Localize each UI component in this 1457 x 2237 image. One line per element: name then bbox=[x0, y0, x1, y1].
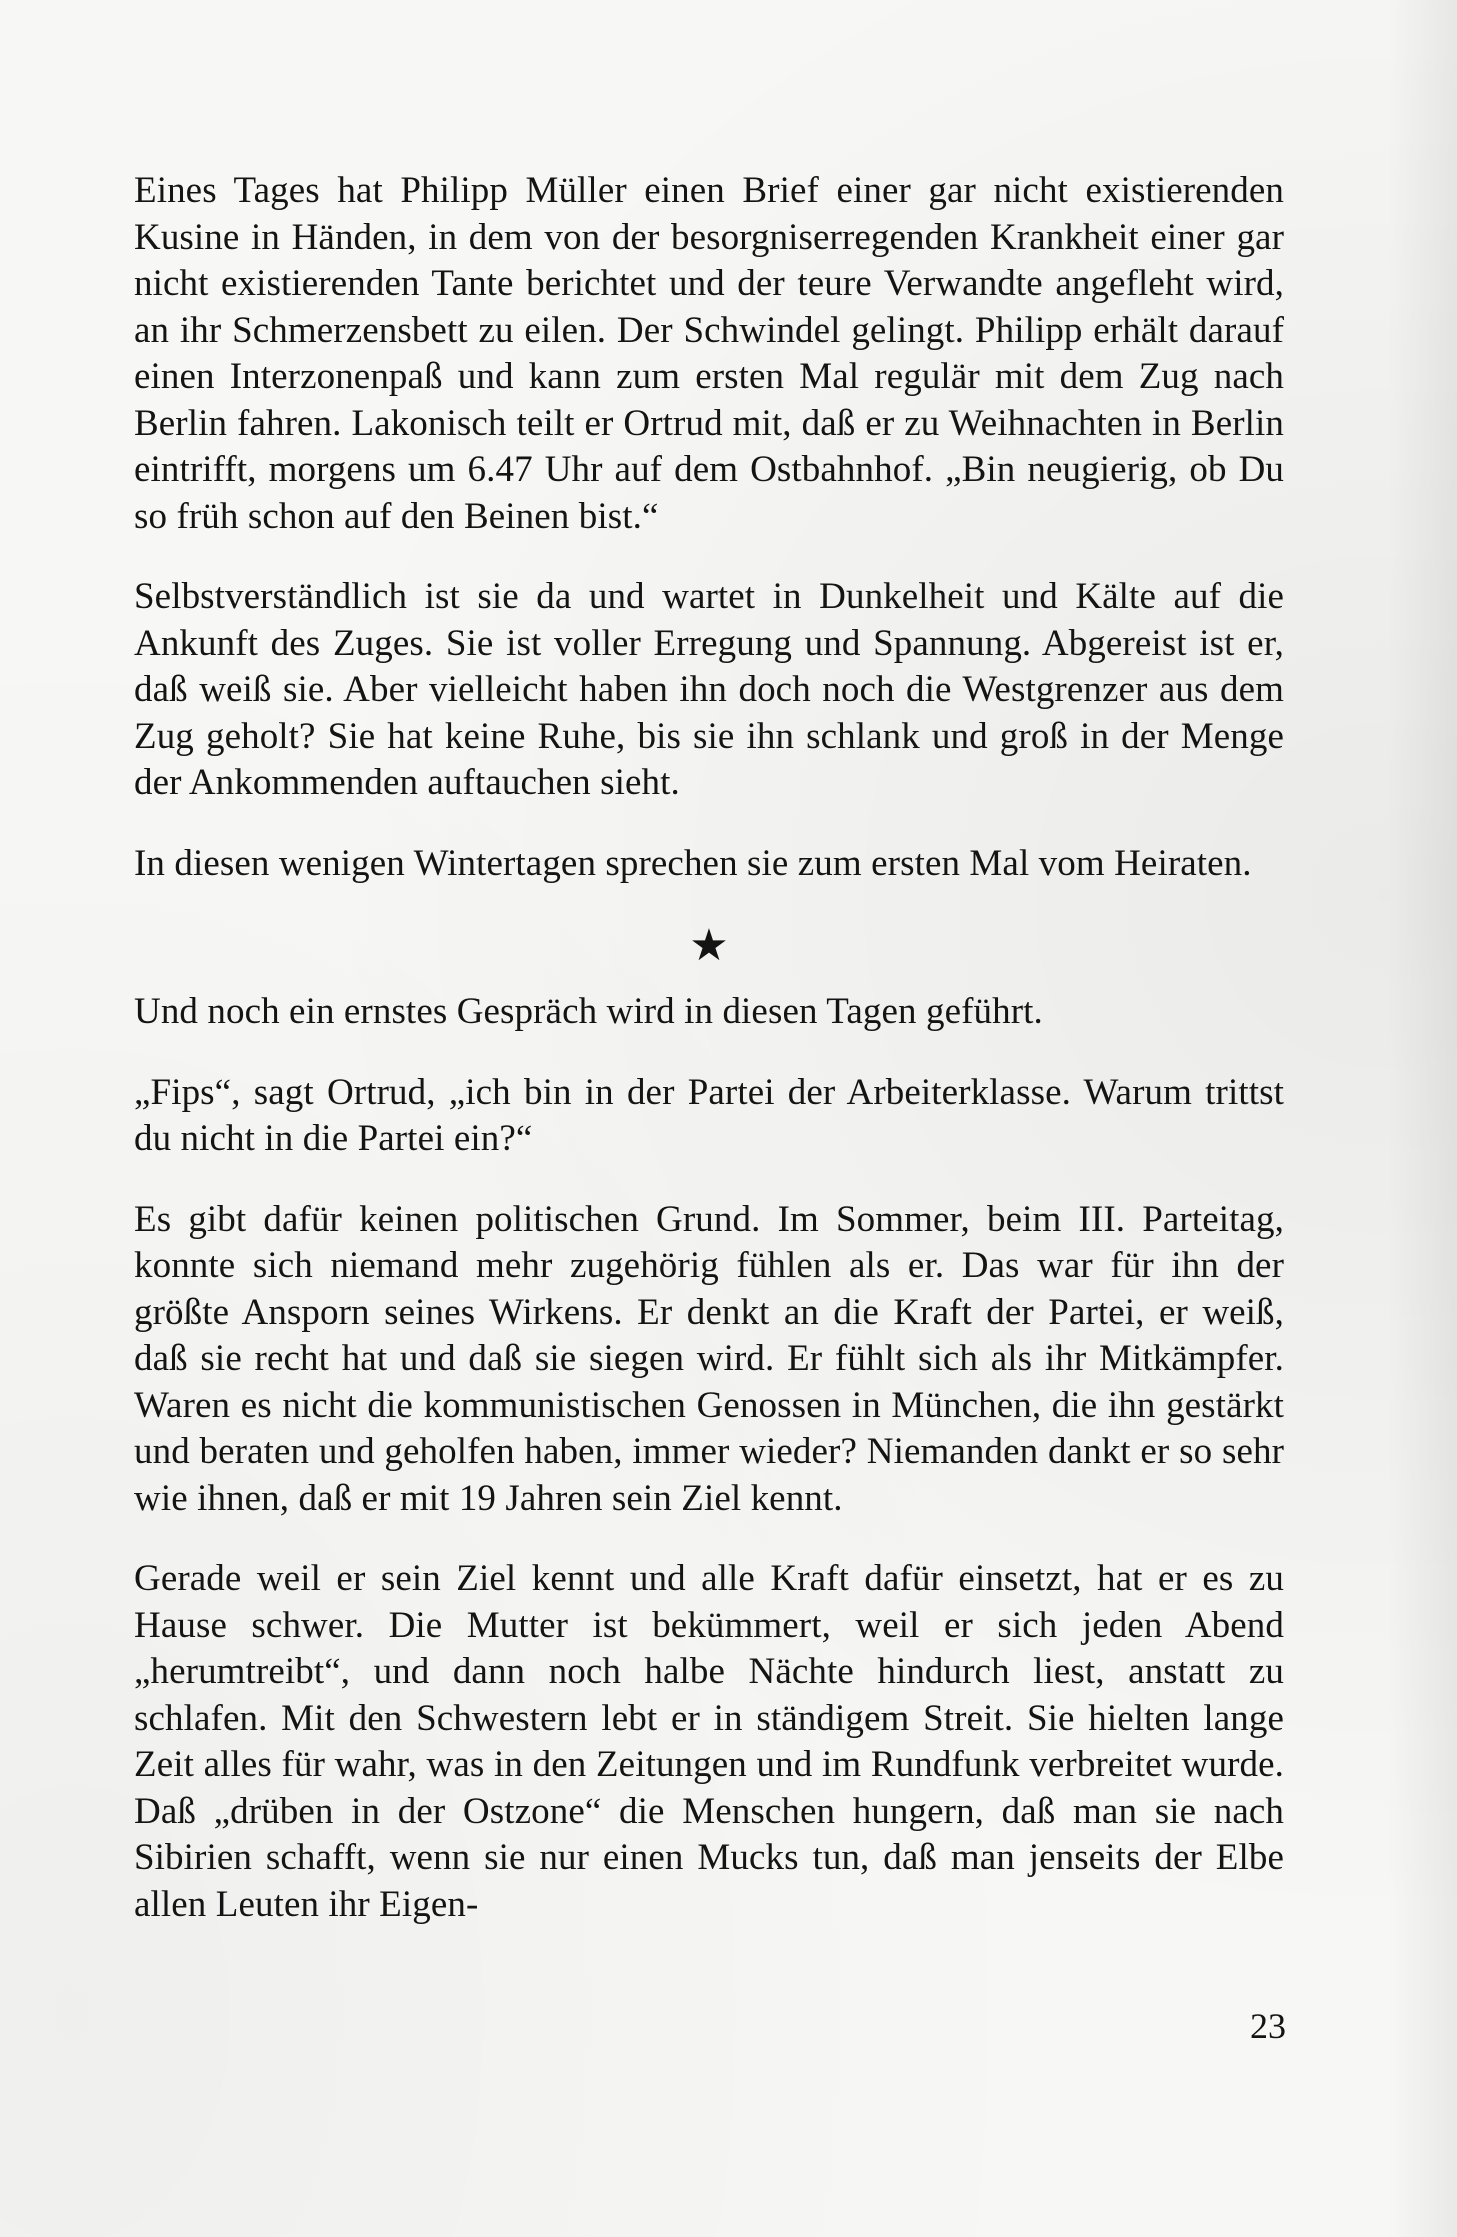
paragraph-party: Es gibt dafür keinen politischen Grund. Im Sommer, beim III. Parteitag, konnte sich niemand mehr zugehörig fühlen als er. Das war für ihn der größte Ansporn seines Wirkens. Er denkt an die Kraft der Partei, er weiß, daß sie recht hat und daß sie siegen wird. Er fühlt sich als ihr Mitkämpfer. Waren es nicht die kommunistischen Genossen in München, die ihn gestärkt und beraten und geholfen haben, immer wieder? Niemanden dankt er so sehr wie ihnen, daß er mit 19 Jahren sein Ziel kennt. bbox=[134, 1198, 1284, 1519]
paragraph-marriage: In diesen wenigen Wintertagen sprechen sie zum ersten Mal vom Heiraten. bbox=[134, 842, 1252, 884]
page-edge-shadow bbox=[1387, 0, 1457, 2237]
paragraph-conversation: Und noch ein ernstes Gespräch wird in diesen Tagen geführt. bbox=[134, 991, 1043, 1032]
section-separator-star-icon: ★ bbox=[689, 921, 729, 970]
paragraph-arrival: Selbstverständlich ist sie da und wartet in Dunkelheit und Kälte auf die Ankunft des Zuges. Sie ist voller Erregung und Spannung. Abgereist ist er, daß weiß sie. Aber vielleicht haben ihn doch noch die Westgrenzer aus dem Zug geholt? Sie hat keine Ruhe, bis sie ihn schlank und groß in der Menge der Ankommenden auftauchen sieht. bbox=[134, 576, 1284, 803]
paragraph-letter: Eines Tages hat Philipp Müller einen Brief einer gar nicht existierenden Kusine in Händen, in dem von der besorgniserregenden Krankheit einer gar nicht existierenden Tante berichtet und der teure Verwandte angefleht wird, an ihr Schmerzensbett zu eilen. Der Schwindel gelingt. Philipp erhält darauf einen Interzonenpaß und kann zum ersten Mal regulär mit dem Zug nach Berlin fahren. Lakonisch teilt er Ortrud mit, daß er zu Weihnachten in Berlin eintrifft, morgens um 6.47 Uhr auf dem Ostbahnhof. „Bin neugierig, ob Du so früh schon auf den Beinen bist.“ bbox=[134, 170, 1284, 537]
body-text bbox=[134, 168, 1284, 1962]
paragraph-home: Gerade weil er sein Ziel kennt und alle Kraft dafür einsetzt, hat er es zu Hause schwer. Die Mutter ist bekümmert, weil er sich jeden Abend „herumtreibt“, und dann noch halbe Nächte hindurch liest, anstatt zu schlafen. Mit den Schwestern lebt er in ständigem Streit. Sie hielten lange Zeit alles für wahr, was in den Zeitungen und im Rundfunk verbreitet wurde. Daß „drüben in der Ostzone“ die Menschen hungern, daß man sie nach Sibirien schafft, wenn sie nur einen Mucks tun, daß man jenseits der Elbe allen Leuten ihr Eigen- bbox=[134, 1558, 1284, 1925]
page-number: 23 bbox=[1250, 2006, 1286, 2046]
paragraph-question: „Fips“, sagt Ortrud, „ich bin in der Partei der Arbeiterklasse. Warum trittst du nicht in die Partei ein?“ bbox=[134, 1071, 1284, 1159]
